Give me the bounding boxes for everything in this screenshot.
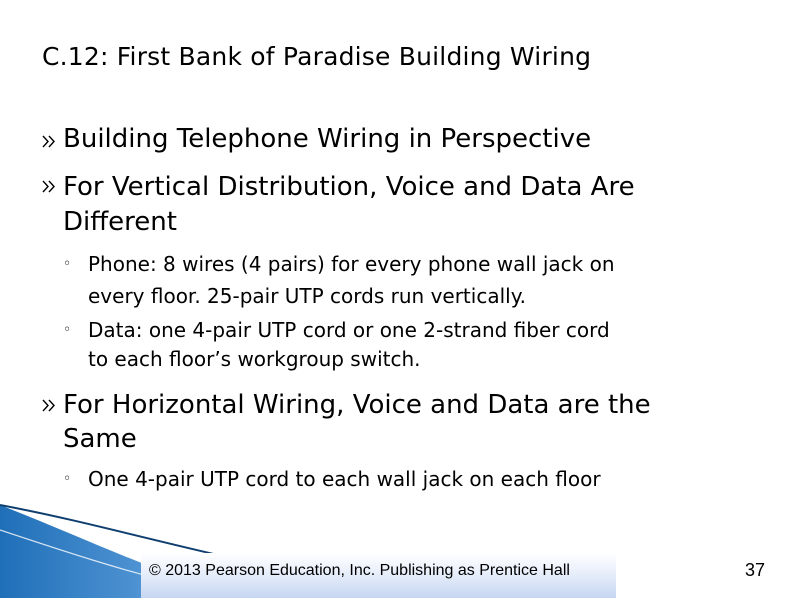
slide-title: C.12: First Bank of Paradise Building Wiring (42, 42, 592, 71)
bullet-2-line-1: For Vertical Distribution, Voice and Data Are (63, 172, 635, 202)
bullet-2-line-2: Different (63, 207, 177, 237)
sub-bullet-marker-icon: ◦ (63, 256, 72, 272)
bullet-1-text: Building Telephone Wiring in Perspective (63, 124, 592, 154)
bullet-marker-icon (42, 180, 55, 197)
sub-bullet-2-2-line-2: to each floor’s workgroup switch. (88, 347, 421, 371)
sub-bullet-3-1-line-1: One 4-pair UTP cord to each wall jack on each floor (88, 467, 601, 491)
sub-bullet-2-1-line-2: every floor. 25-pair UTP cords run vertically. (88, 284, 527, 308)
bullet-3-line-1: For Horizontal Wiring, Voice and Data are the (63, 390, 651, 420)
bullet-marker-icon (42, 135, 55, 152)
bullet-marker-icon (42, 399, 55, 416)
sub-bullet-2-2-line-1: Data: one 4-pair UTP cord or one 2-strand fiber cord (88, 318, 610, 342)
sub-bullet-marker-icon: ◦ (63, 471, 72, 487)
page-number: 37 (745, 560, 766, 580)
sub-bullet-2-1-line-1: Phone: 8 wires (4 pairs) for every phone wall jack on (88, 252, 615, 276)
footer-copyright: © 2013 Pearson Education, Inc. Publishing as Prentice Hall (149, 562, 570, 579)
bullet-3-line-2: Same (63, 424, 137, 454)
sub-bullet-marker-icon: ◦ (63, 322, 72, 338)
